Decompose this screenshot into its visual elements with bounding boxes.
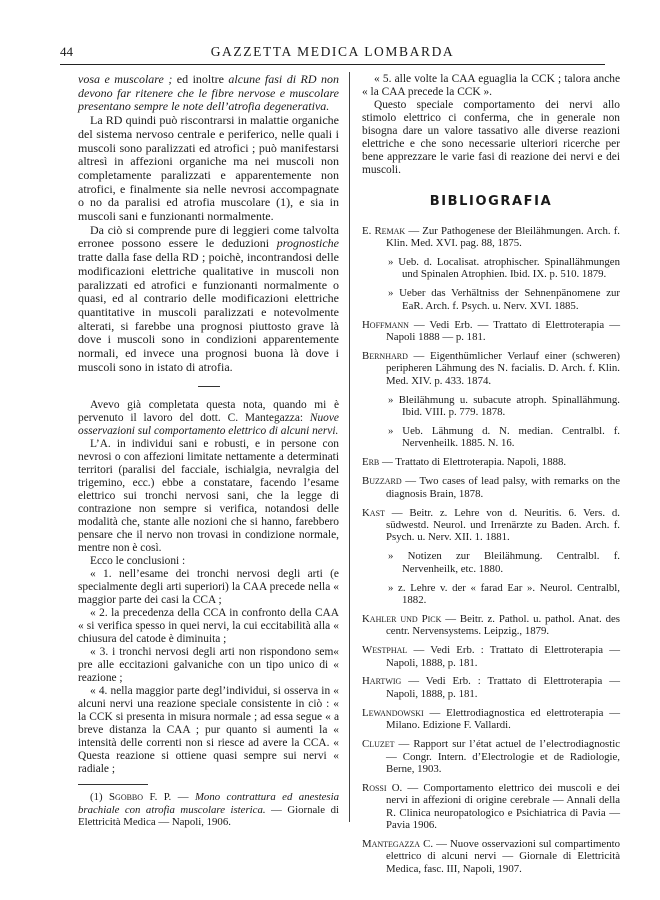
conclusion-item: « 5. alle volte la CAA eguaglia la CCK ; talora anche « la CAA precede la CCK ». [362, 73, 620, 98]
bibliography-author: Hoffmann [362, 318, 409, 331]
bibliography-author: Cluzet [362, 738, 395, 751]
bibliography-author: Buzzard [362, 475, 402, 488]
bibliography-entry [362, 456, 620, 468]
conclusion-item: « 1. nell’esame dei tronchi nervosi degli arti (e specialmente degli arti superiori) la CAA precede nella « maggior parte dei casi la CCA ; [78, 568, 339, 607]
bibliography-text: — Rapport sur l’état actuel de l’electrodiagnostic — Congr. Intern. d’Electrologie et de Radiologie, Berne, 1903. [386, 738, 620, 775]
paragraph: L’A. in individui sani e robusti, e in persone con nevrosi o con affezioni limitate nettamente a determinati territori (paralisi del facciale, ischialgia, nevralgia del trigemino, ecc.) ebbe a constatare, facendo l’esame elettrico sui tronchi nervosi sani, che la legge di contrazione non sempre si verifica, notandosi delle modalità che, stante alle nozioni che si hanno, farebbero pensare che il nervo non trovasi in condizione normale, mentre non è così. [78, 438, 339, 555]
bibliography-text: — Vedi Erb. — Trattato di Elettroterapia — Napoli 1888 — p. 181. [386, 318, 620, 344]
bibliography-text: — Beitr. z. Lehre von d. Neuritis. 6. Vers. d. südwestd. Neurol. und Irrenärzte zu Baden. Arch. f. Psych. u. Nerv. XII. 1. 1881. [384, 506, 620, 544]
bibliography-author: Hartwig [362, 675, 402, 688]
bibliography-author: » [388, 256, 394, 269]
bibliography-entry [362, 225, 620, 250]
left-column [78, 73, 339, 829]
bibliography-text: z. Lehre v. der « farad Ear ». Neurol. Centralbl, 1882. [393, 581, 620, 606]
column-divider [349, 72, 350, 822]
footnote [78, 791, 339, 829]
bibliography-author: » [388, 287, 394, 300]
conclusion-item: « 3. i tronchi nervosi degli arti non rispondono sem« pre alle eccitazioni galvaniche con un tipo unico di « reazione ; [78, 646, 339, 685]
bibliography-text: — Eigenthümlicher Verlauf einer (schweren) peripheren Lähmung des N. facialis. D. Arch. f. Klin. Med. XIV. p. 433. 1874. [386, 349, 620, 387]
page-header [60, 44, 605, 64]
header-rule [60, 64, 605, 65]
text-run: ed inoltre [172, 72, 229, 86]
running-head: GAZZETTA MEDICA LOMBARDA [210, 44, 455, 59]
text-run: alcune fasi di RD non devono far ritenere che le fibre nervose e muscolare presentano sempre le note dell’atrofia degenerativa. [78, 72, 340, 114]
bibliography-author: Erb [362, 456, 380, 469]
bibliography-text: Ueb. Lähmung d. N. median. Centralbl. f. Nervenheilk. 1885. N. 16. [393, 424, 620, 450]
bibliography-entry [362, 287, 620, 312]
bibliography-author: Bernhard [362, 349, 408, 362]
bibliography-entry [362, 394, 620, 419]
bibliography-entry [362, 319, 620, 344]
bibliography-text: — Nuove osservazioni sul compartimento elettrico di alcuni nervi — Giornale di Elettricità Medica, fasc. III, Napoli, 1907. [386, 837, 620, 875]
text-run: Da ciò si comprende pure di leggieri come talvolta erronee possono essere le deduzioni [78, 222, 339, 251]
bibliography-text: Notizen zur Bleilähmung. Centralbl. f. Nervenheilk, etc. 1880. [393, 550, 620, 575]
footnote-rule [78, 784, 148, 785]
section-separator [198, 386, 220, 387]
text-run: — Giornale di Elettricità Medica — Napoli, 1906. [78, 803, 339, 829]
text-run: vosa e muscolare ; [78, 72, 173, 86]
bibliography-entry [362, 707, 620, 732]
text-run: — [171, 791, 195, 804]
bibliography-text: Ueb. d. Localisat. atrophischer. Spinallähmungen und Spinalen Atrophien. Ibid. IX. p. 510. 1879. [393, 256, 620, 281]
bibliography-text: Bleilähmung u. subacute atroph. Spinallähmung. Ibid. VIII. p. 779. 1878. [393, 393, 620, 419]
bibliography-text: — Vedi Erb. : Trattato di Elettroterapia — Napoli, 1888, p. 181. [386, 675, 620, 700]
bibliography-author: Westphal [362, 644, 408, 657]
bibliography-author: Kast [362, 506, 385, 519]
bibliography-author: Rossi O. [362, 781, 403, 794]
bibliography-entry [362, 738, 620, 775]
bibliography-title: BIBLIOGRAFIA [429, 194, 553, 209]
conclusion-item: « 2. la precedenza della CCA in confronto della CAA « si verifica spesso in quei nervi, la cui eccitabilità alla « chiusura del catode è diminuita ; [78, 607, 339, 646]
paragraph [78, 224, 339, 375]
paragraph [78, 73, 339, 114]
bibliography-text: Ueber das Verhältniss der Sehnenpänomene zur EaR. Arch. f. Psych. u. Nerv. XVI. 1885. [393, 287, 620, 312]
paragraph: Ecco le conclusioni : [90, 555, 186, 568]
bibliography-author: Mantegazza C. [362, 837, 434, 850]
bibliography-text: — Elettrodiagnostica ed elettroterapia — Milano. Edizione F. Vallardi. [386, 706, 620, 732]
bibliography-text: — Trattato di Elettroterapia. Napoli, 1888. [379, 456, 567, 469]
text-run: tratte dalla fase della RD ; poichè, incontrandosi delle modificazioni elettriche qualitative in muscoli non paralizzati ed atrofici e funzionanti normalmente o quasi, ed al contrario delle modificazioni elettriche quantitative in muscoli paralizzati e notevolmente alterati, si farebbe una prognosi piuttosto grave là dove i muscoli sono in condizioni apparentemente normali, ed invece una prognosi buona là dove i muscoli sono in istato di atrofia. [78, 250, 339, 374]
bibliography-text: — Comportamento elettrico dei muscoli e dei nervi in affezioni di origine cerebrale — Annali della R. Clinica neuropatologico e Psichiatrica di Pavia — Pavia 1906. [386, 781, 620, 832]
bibliography-entry [362, 550, 620, 575]
text-run: Avevo già completata questa nota, quando mi è pervenuto il lavoro del dott. C. Mantegazza: [78, 399, 339, 425]
bibliography-author: Kahler und Pick [362, 612, 442, 625]
bibliography-text: — Zur Pathogenese der Bleilähmungen. Arch. f. Klin. Med. XVI. pag. 88, 1875. [386, 224, 621, 250]
bibliography-author: Lewandowski [362, 706, 424, 719]
right-column [362, 73, 620, 882]
bibliography-author: » [388, 550, 394, 563]
bibliography-list [362, 225, 620, 875]
bibliography-entry [362, 582, 620, 607]
bibliography-entry [362, 256, 620, 281]
paragraph: Questo speciale comportamento dei nervi allo stimolo elettrico ci conferma, che in generale non bisogna dare un valore tassativo alle diverse reazioni elettriche e che sono necessarie ulteriori ricerche per bene apprezzare le varie fasi di reazione dei nervi e dei muscoli. [362, 99, 620, 176]
text-run: Sgobbo F. P. [109, 791, 172, 804]
bibliography-author: » [388, 424, 394, 437]
bibliography-text: — Two cases of lead palsy, with remarks on the diagnosis Brain, 1878. [386, 475, 620, 500]
bibliography-entry [362, 644, 620, 669]
bibliography-entry [362, 675, 620, 700]
bibliography-text: — Vedi Erb. : Trattato di Elettroterapia — Napoli, 1888, p. 181. [386, 644, 620, 669]
paragraph [78, 399, 339, 438]
text-run: Nuove osservazioni sul comportamento elettrico di alcuni nervi. [78, 412, 339, 438]
bibliography-entry [362, 507, 620, 544]
bibliography-author: » [388, 581, 394, 594]
bibliography-entry [362, 838, 620, 875]
page-number: 44 [60, 44, 73, 59]
bibliography-entry [362, 475, 620, 500]
bibliography-text: — Beitr. z. Pathol. u. pathol. Anat. des centr. Nervensystems. Leipzig., 1879. [386, 612, 620, 638]
text-run: prognostiche [276, 236, 339, 251]
bibliography-entry [362, 425, 620, 450]
text-run: Mono contrattura ed anestesia brachiale con atrofia muscolare isterica. [78, 791, 339, 816]
paragraph: La RD quindi può riscontrarsi in malattie organiche del sistema nervoso centrale e periferico, nelle quali i muscoli sono paralizzati ed atrofici ; può manifestarsi altresì in affezioni organiche ma nei muscoli non completamente paralizzati e apparentemente non atrofici, e finalmente sia nelle nevrosi accompagnate o no da paralisi ed atrofia muscolare (1), e sia in muscoli sani e funzionanti normalmente. [78, 113, 339, 224]
bibliography-author: » [388, 393, 394, 406]
text-run: (1) [90, 791, 110, 804]
bibliography-entry [362, 782, 620, 832]
bibliography-entry [362, 350, 620, 387]
conclusion-item: « 4. nella maggior parte degl’individui, si osserva in « alcuni nervi una reazione speciale consistente in ciò : « la CCK si presenta in misura normale ; ad essa segue « a breve distanza la CAA ; pur quanto si aumenti la « intensità delle correnti non si riesce ad avere la CCA. « Questa reazione si ottiene quasi sempre sui nervi « radiale ; [78, 685, 339, 776]
bibliography-entry [362, 613, 620, 638]
bibliography-author: E. Remak [362, 224, 406, 237]
